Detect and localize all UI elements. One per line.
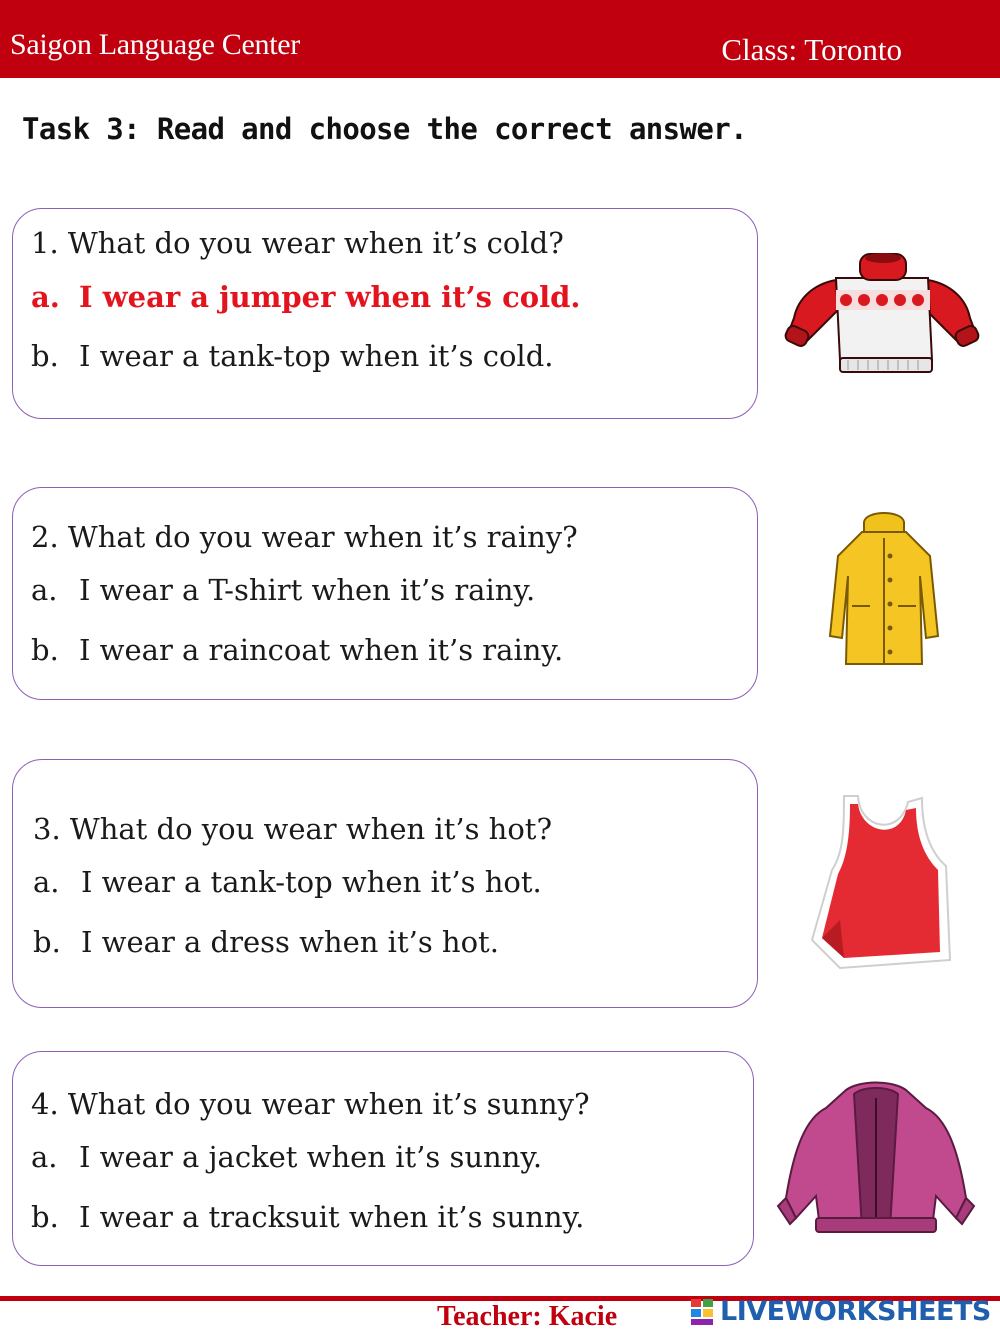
question-text: 3. What do you wear when it’s hot? <box>33 812 553 846</box>
option-text: I wear a jacket when it’s sunny. <box>79 1140 543 1174</box>
header-bar <box>0 0 1000 78</box>
option-text: I wear a tank-top when it’s cold. <box>79 339 554 373</box>
question-text: 1. What do you wear when it’s cold? <box>31 226 564 260</box>
option-text: I wear a tracksuit when it’s sunny. <box>79 1200 585 1234</box>
liveworksheets-logo-icon <box>690 1298 716 1326</box>
question-box-2 <box>12 487 758 700</box>
question-box-1 <box>12 208 758 419</box>
answer-option-3a[interactable] <box>33 865 542 899</box>
option-letter: a. <box>33 865 60 899</box>
option-text: I wear a tank-top when it’s hot. <box>81 865 542 899</box>
question-text: 4. What do you wear when it’s sunny? <box>31 1087 590 1121</box>
answer-option-2b[interactable] <box>31 633 563 667</box>
question-box-3 <box>12 759 758 1008</box>
option-letter: b. <box>31 1200 59 1234</box>
option-letter: a. <box>31 1140 58 1174</box>
answer-option-1b[interactable] <box>31 339 553 373</box>
center-name: Saigon Language Center <box>10 28 300 61</box>
option-text: I wear a dress when it’s hot. <box>81 925 499 959</box>
answer-option-2a[interactable] <box>31 573 535 607</box>
answer-option-3b[interactable] <box>33 925 499 959</box>
option-text: I wear a jumper when it’s cold. <box>79 280 581 314</box>
option-text: I wear a raincoat when it’s rainy. <box>79 633 564 667</box>
raincoat-icon <box>822 506 946 670</box>
teacher-name: Teacher: Kacie <box>437 1301 618 1332</box>
tank-top-icon <box>800 790 960 980</box>
liveworksheets-logo[interactable] <box>690 1296 996 1330</box>
jacket-icon <box>776 1078 976 1238</box>
option-letter: b. <box>33 925 61 959</box>
option-letter: a. <box>31 573 58 607</box>
option-letter: b. <box>31 633 59 667</box>
answer-option-4a[interactable] <box>31 1140 542 1174</box>
question-box-4 <box>12 1051 754 1266</box>
option-text: I wear a T-shirt when it’s rainy. <box>79 573 536 607</box>
class-label: Class: Toronto <box>721 32 902 67</box>
option-letter: b. <box>31 339 59 373</box>
brand-name: LIVEWORKSHEETS <box>720 1296 991 1327</box>
answer-option-4b[interactable] <box>31 1200 584 1234</box>
option-letter: a. <box>31 280 60 314</box>
answer-option-1a[interactable] <box>31 280 581 314</box>
question-text: 2. What do you wear when it’s rainy? <box>31 520 578 554</box>
task-title: Task 3: Read and choose the correct answer. <box>22 112 747 146</box>
jumper-icon <box>784 248 980 378</box>
